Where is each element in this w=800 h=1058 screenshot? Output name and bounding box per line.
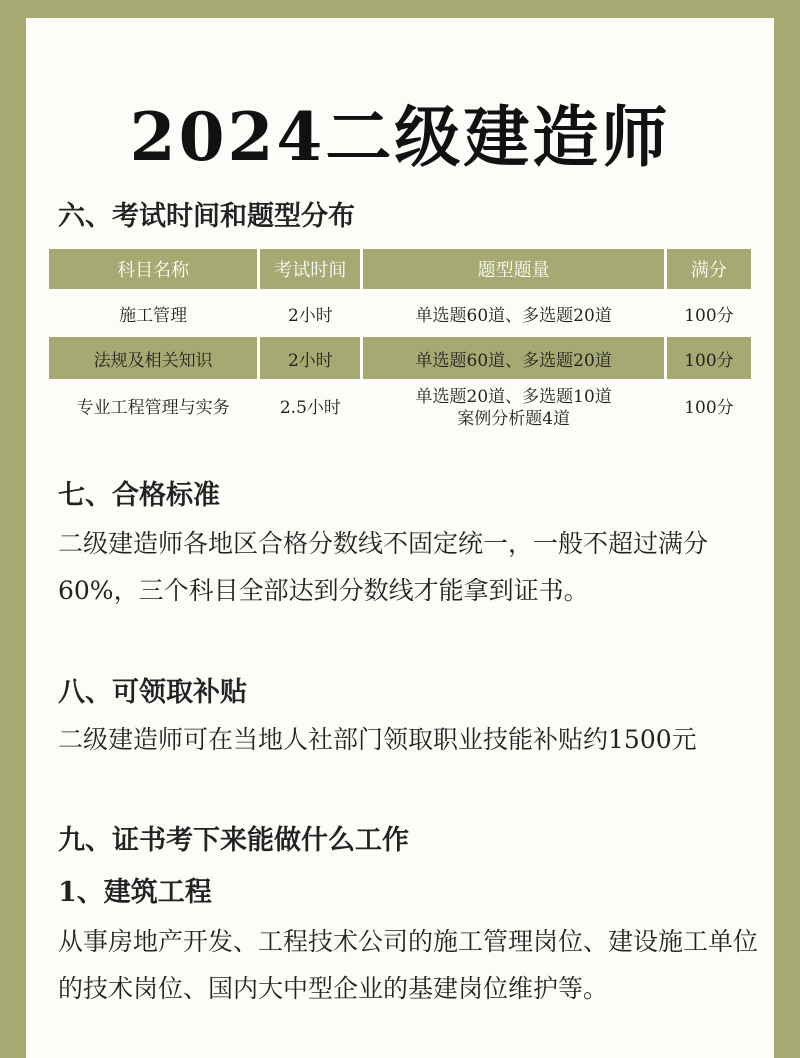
table-row (49, 292, 751, 334)
page-title: 2024二级建造师 (129, 98, 671, 176)
cell-questions: 单选题60道、多选题20道 (363, 292, 663, 334)
subsection-1-body: 从事房地产开发、工程技术公司的施工管理岗位、建设施工单位的技术岗位、国内大中型企业的基建岗位维护等。 (58, 927, 759, 1003)
section-8-heading: 八、可领取补贴 (58, 677, 247, 708)
section-6-heading: 六、考试时间和题型分布 (58, 201, 355, 232)
cell-subject: 施工管理 (49, 292, 257, 334)
cell-questions (363, 382, 663, 434)
cell-score: 100分 (667, 382, 751, 434)
questions-line-1: 单选题20道、多选题10道 (415, 387, 612, 407)
col-header-time: 考试时间 (260, 249, 360, 289)
questions-line-2: 案例分析题4道 (457, 409, 571, 429)
document-card (26, 18, 774, 1058)
col-header-score: 满分 (667, 249, 751, 289)
section-8-body: 二级建造师可在当地人社部门领取职业技能补贴约1500元 (58, 725, 697, 754)
cell-time: 2.5小时 (260, 382, 360, 434)
table-row (49, 337, 751, 379)
cell-time: 2小时 (260, 337, 360, 379)
cell-questions: 单选题60道、多选题20道 (363, 337, 663, 379)
cell-score: 100分 (667, 292, 751, 334)
subsection-1-heading: 1、建筑工程 (58, 877, 212, 908)
cell-subject: 专业工程管理与实务 (49, 382, 257, 434)
cell-score: 100分 (667, 337, 751, 379)
col-header-questions: 题型题量 (363, 249, 663, 289)
cell-time: 2小时 (260, 292, 360, 334)
section-9-heading: 九、证书考下来能做什么工作 (58, 825, 409, 856)
section-7-heading: 七、合格标准 (58, 480, 220, 511)
section-7-body: 二级建造师各地区合格分数线不固定统一，一般不超过满分60%，三个科目全部达到分数线才能拿到证书。 (58, 529, 709, 605)
table-row (49, 382, 751, 434)
exam-table (46, 246, 754, 437)
table-header-row (49, 249, 751, 289)
cell-subject: 法规及相关知识 (49, 337, 257, 379)
col-header-subject: 科目名称 (49, 249, 257, 289)
